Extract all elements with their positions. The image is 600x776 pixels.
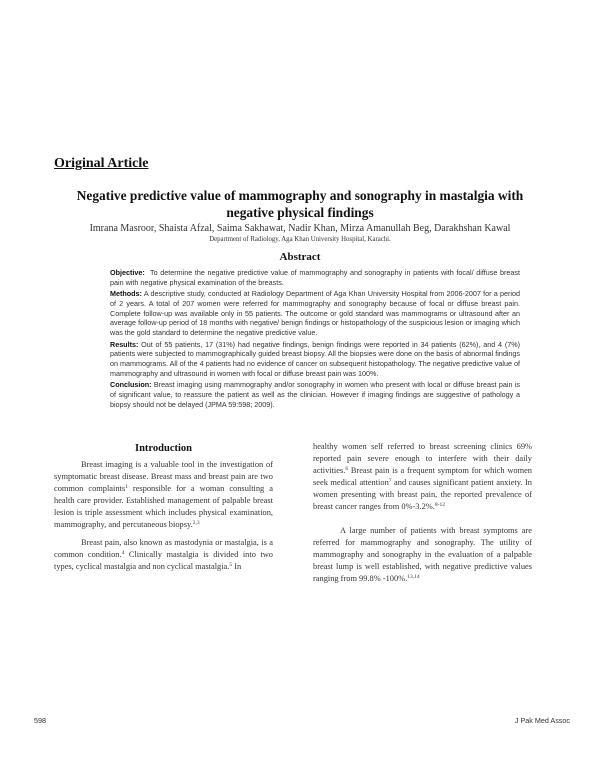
introduction-heading: Introduction bbox=[135, 443, 192, 454]
author-list: Imrana Masroor, Shaista Afzal, Saima Sakhawat, Nadir Khan, Mirza Amanullah Beg, Darakhshan Kawal bbox=[89, 223, 511, 234]
abstract-results bbox=[110, 340, 520, 378]
abstract-heading: Abstract bbox=[279, 251, 321, 263]
intro-paragraph-2: Breast pain, also known as mastodynia or mastalgia, is a common condition.$^4$ Clinically mastalgia is divided into two types, cyclical mastalgia and non cyclical mastalgia.$^5$ In bbox=[54, 538, 273, 571]
abstract-methods bbox=[110, 289, 520, 337]
intro-paragraph-3: healthy women self referred to breast screening clinics 69% reported pain severe enough to interfere with their daily activities.$^6$ Breast pain is a frequent symptom for which women seek medical attention$^7$ and causes significant patient anxiety. In women presenting with breast pain, the reported prevalence of breast cancer ranges from 0%-3.2%.$^{8-12}$ bbox=[313, 442, 532, 511]
journal-name: J Pak Med Assoc bbox=[514, 716, 570, 725]
left-column bbox=[54, 459, 273, 573]
objective-text: To determine the negative predictive value of mammography and sonography in patients with focal/ diffuse breast pain with negative physical examination of the breasts. bbox=[110, 268, 520, 287]
article-type-label: Original Article bbox=[54, 156, 149, 171]
abstract-conclusion bbox=[110, 380, 520, 409]
methods-label: Methods: bbox=[110, 289, 142, 299]
conclusion-label: Conclusion: bbox=[110, 380, 152, 390]
methods-text: A descriptive study, conducted at Radiology Department of Aga Khan University Hospital from 2006-2007 for a period of 2 years. A total of 207 women were referred for mammography and sonography because of focal or diffuse breast pain. Complete follow-up was available only in 55 patients. The outcome or gold standard was mammograms or ultrasound after an average follow-up period of 18 months with negative/ benign findings or histopathology of the suspicious lesion or imaging which was the gold standard to determine the negative predictive value. bbox=[110, 289, 520, 337]
affiliation: Department of Radiology, Aga Khan University Hospital, Karachi. bbox=[209, 236, 391, 243]
page-number: 598 bbox=[34, 716, 46, 725]
intro-paragraph-4: A large number of patients with breast symptoms are referred for mammography and sonography. The utility of mammography and sonography in the evaluation of a palpable breast lump is well established, with negative predictive values ranging from 99.8% -100%.$^{13,14}$ bbox=[313, 526, 532, 583]
results-label: Results: bbox=[110, 339, 139, 349]
results-text: Out of 55 patients, 17 (31%) had negative findings, benign findings were reported in 34 patients (62%), and 4 (7%) patients were subjected to mammographically guided breast biopsy. All the biopsies were done on the basis of abnormal findings on mammograms. All of the 4 patients had no evidence of cancer on subsequent histopathology. The negative predictive value of mammography and ultrasound in women with focal or diffuse breast pain was 100%. bbox=[110, 339, 521, 378]
right-column bbox=[313, 441, 532, 585]
objective-label: Objective: bbox=[110, 268, 145, 277]
abstract-body bbox=[110, 268, 520, 412]
intro-paragraph-1: Breast imaging is a valuable tool in the investigation of symptomatic breast disease. Breast mass and breast pain are two common complaints$^1$ responsible for a woman consulting a health care provider. Established management of palpable breast lesion is triple assessment which includes physical examination, mammography, and percutaneous biopsy.$^{2,3}$ bbox=[54, 460, 273, 529]
conclusion-text: Breast imaging using mammography and/or sonography in women who present with local or diffuse breast pain is of significant value, to reassure the patient as well as the clinician. However if imaging findings are suggestive of pathology a biopsy should not be delayed (JPMA 59:598; 2009). bbox=[110, 380, 520, 409]
abstract-objective bbox=[110, 268, 520, 287]
article-title: Negative predictive value of mammography and sonography in mastalgia with negative physical findings bbox=[76, 188, 524, 220]
